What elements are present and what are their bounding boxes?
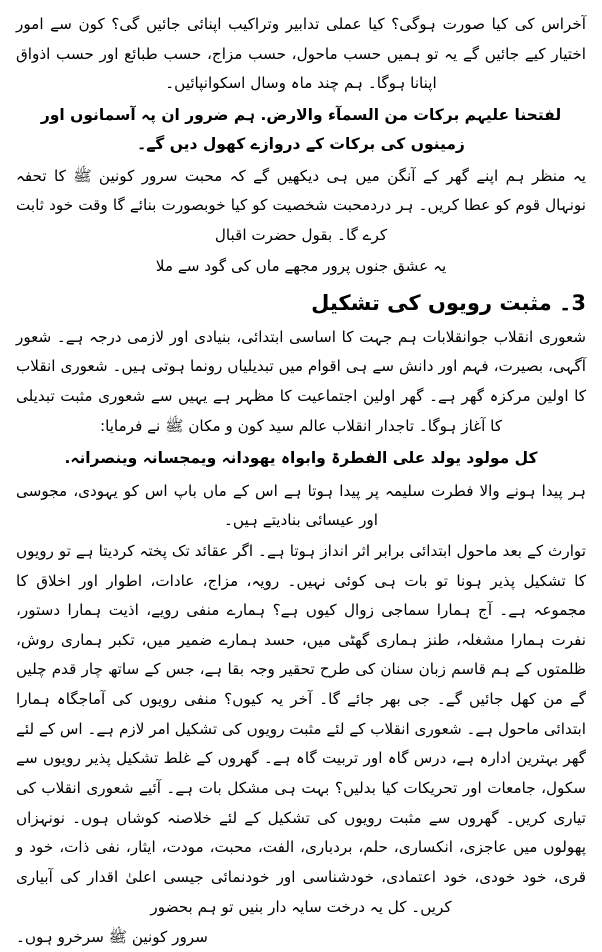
- quran-quote-line: لفتحنا علیہم برکات من السمآء والارض. ہم ضرور ان پہ آسمانوں اور زمینوں کی برکات کے دروازے کھول دیں گے۔: [40, 105, 562, 154]
- body-paragraph-main: توارث کے بعد ماحول ابتدائی برابر اثر انداز ہوتا ہے۔ اگر عقائد تک پختہ کردیتا ہے تو رویوں کا تشکیل پذیر ہونا تو بات ہی کوئی نہیں۔ رویہ، مزاج، عادات، اطوار اور اخلاق کا مجموعہ ہے۔ آج ہمارا سماجی زوال کیوں ہے؟ ہمارے منفی رویے، اذیت ہمارا دستور، نفرت ہمارا مشغلہ، طنز ہماری گھٹی میں، حسد ہمارے ضمیر میں، تکبر ہماری روش، ظلمتوں کے ہم قاسم زبان سنان کی طرح تحقیر وجہ بقا ہے، جس کے ساتھ چار قدم چلیں گے من کھل جائیں گے۔ جی بھر جائے گا۔ آخر یہ کیوں؟ منفی رویوں کی آماجگاہ ہمارا ابتدائی ماحول ہے۔ شعوری انقلاب کے لئے مثبت رویوں کی تشکیل امر لازم ہے۔ اس کے لئے گھر بہترین ادارہ ہے، درس گاہ اور تربیت گاہ ہے۔ گھروں کے غلط تشکیل پذیر رویوں سے سکول، جامعات اور تحریکات کیا بدلیں؟ بہت ہی مشکل بات ہے۔ آئیے شعوری انقلاب کی تیاری کریں۔ گھروں سے مثبت رویوں کی تشکیل کے لئے خلاصنہ کوشاں ہوں۔ نونہزاں پھولوں میں عاجزی، انکساری، حلم، بردباری، الفت، محبت، مودت، ایثار، نفی ذات، خود و قری، خود خودی، خود اعتمادی، خودشناسی اور خودنمائی جیسی اعلیٰ اقدار کی آبیاری کریں۔ کل یہ درخت سایہ دار بنیں تو ہم بحضور: [16, 541, 586, 916]
- hadith-translation: ہر پیدا ہونے والا فطرت سلیمہ پر پیدا ہوتا ہے اس کے ماں باپ اس کو یہودی، مجوسی اور عیسائی بنادیتے ہیں۔: [16, 481, 586, 530]
- paragraph-after-quran: یہ منظر ہم اپنے گھر کے آنگن میں ہی دیکھیں گے کہ محبت سرور کونین ﷺ کا تحفہ نونہال قوم کو عطا کریں۔ ہر دردمحبت شخصیت کو کیا خوبصورت بنائے گا وقت خود ثابت کرے گا۔ بقول حضرت اقبال: [16, 166, 586, 245]
- section-heading: 3۔ مثبت رویوں کی تشکیل: [311, 290, 586, 315]
- intro-paragraph: آخراس کی کیا صورت ہوگی؟ کیا عملی تدابیر وتراکیب اپنائی جائیں گی؟ کون سے امور اختیار کیے جائیں گے یہ تو ہمیں حسب ماحول، حسب مزاج، حسب طبائع اور حسب اذواق اپنانا ہوگا۔ ہم چند ماہ وسال اسکوانپائیں۔: [16, 15, 586, 93]
- hadith-quote: کل مولود یولد علی الفطرۃ وابواہ یھودانہ ویمجسانہ وینصرانہ.: [64, 449, 538, 468]
- section-paragraph-1: شعوری انقلاب جوانقلابات ہم جہت کا اساسی ابتدائی، بنیادی اور لازمی درجہ ہے۔ شعور آگہی، بصیرت، فہم اور دانش سے ہی اقوام میں تبدیلیاں رونما ہوتی ہیں۔ شعوری انقلاب کا اولین مرکزہ گھر ہے۔ گھر اولین اجتماعیت کا مظہر ہے یہیں سے شعوری مثبت تبدیلی کا آغاز ہوگا۔ تاجدار انقلاب عالم سید کون و مکان ﷺ نے فرمایا:: [16, 327, 586, 435]
- closing-line: سرور کونین ﷺ سرخرو ہوں۔: [16, 928, 208, 947]
- poetry-verse: یہ عشق جنوں پرور مجھے ماں کی گود سے ملا: [155, 256, 447, 275]
